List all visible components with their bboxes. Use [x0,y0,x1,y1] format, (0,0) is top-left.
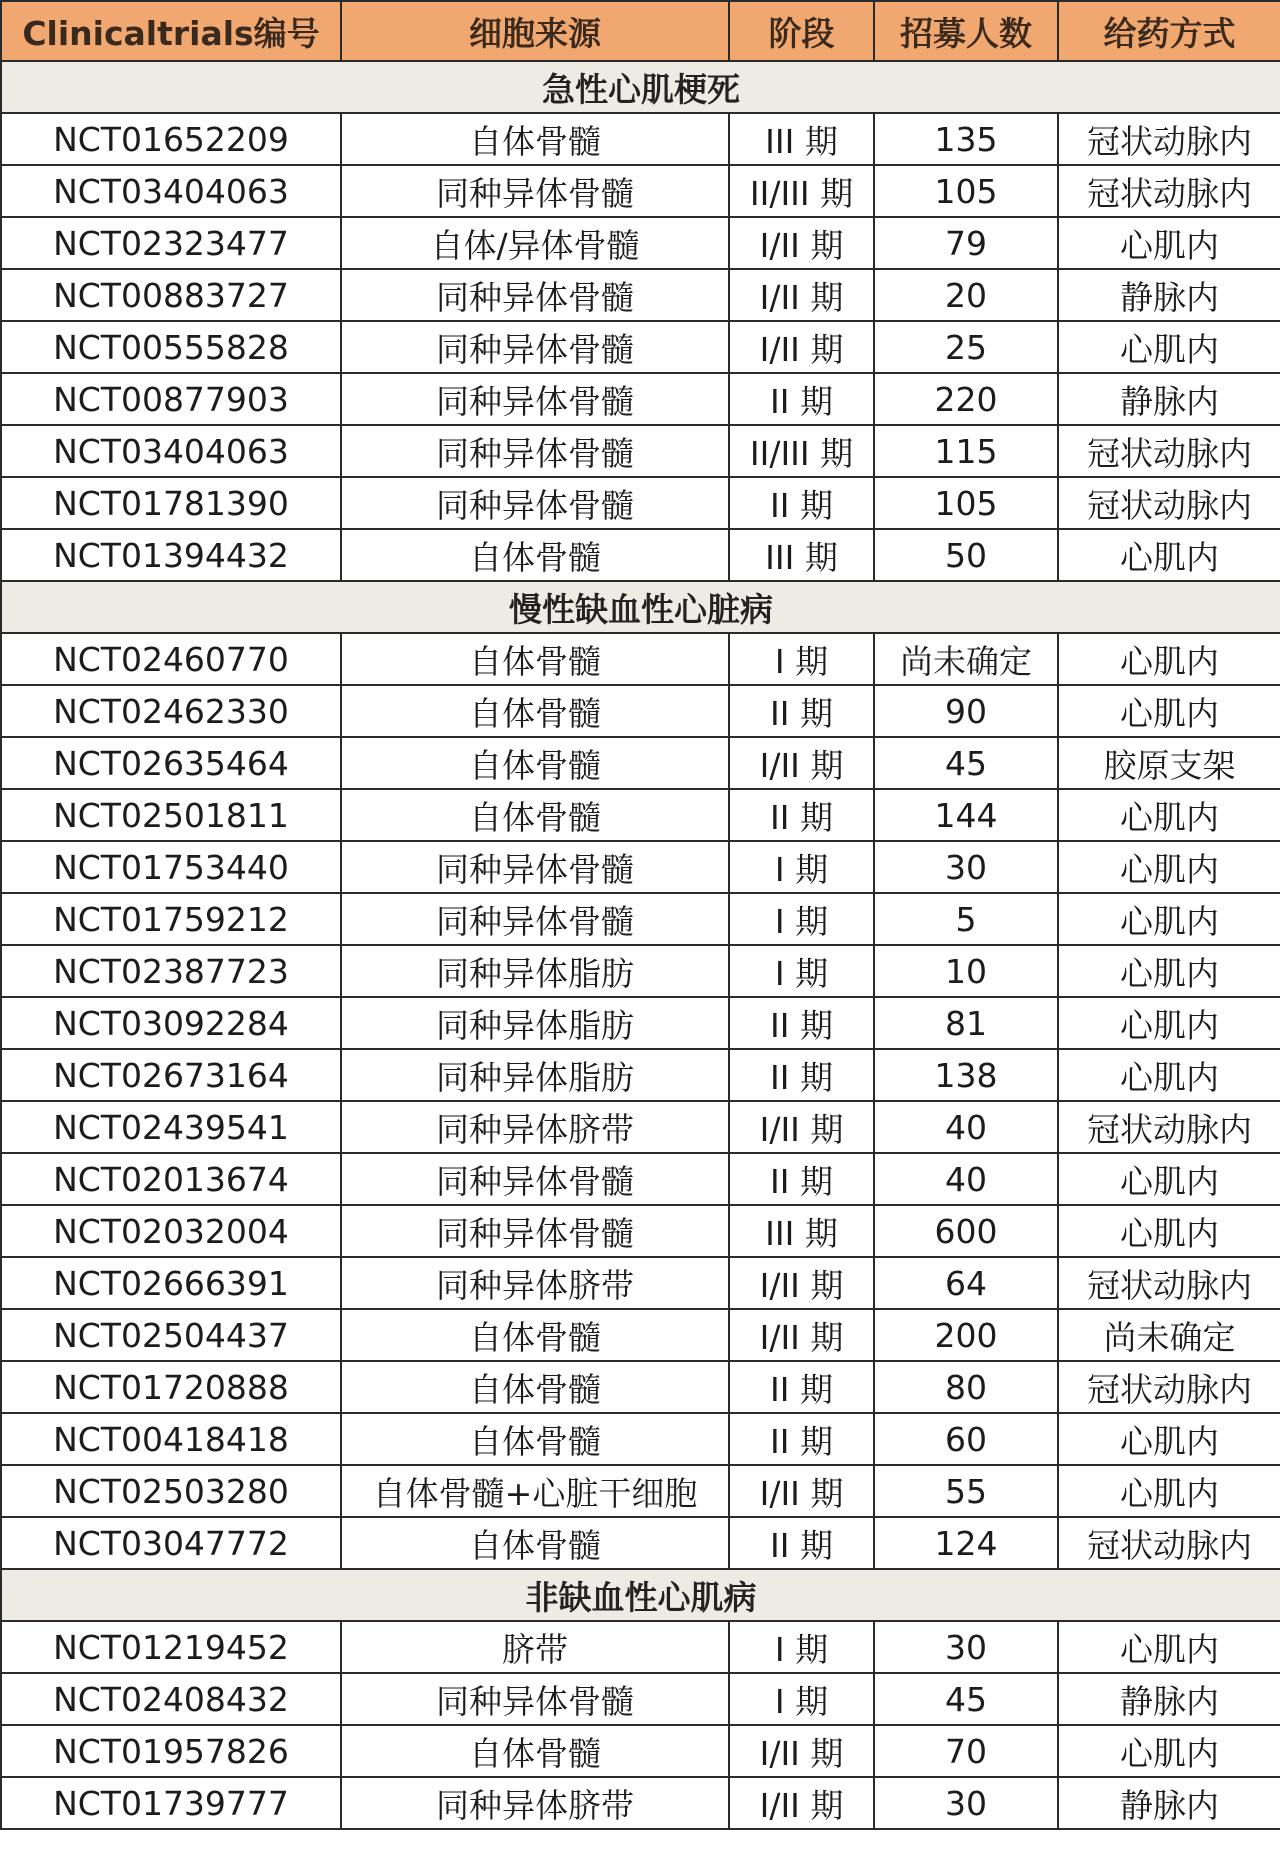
enrollment-cell: 138 [874,1049,1058,1101]
table-row [1,477,1280,529]
cell-source-cell: 自体骨髓 [341,1309,729,1361]
cell-source-cell: 同种异体脂肪 [341,997,729,1049]
section-header-row [1,1569,1280,1621]
phase-cell: I 期 [729,1673,874,1725]
section-header-row [1,61,1280,113]
route-cell: 静脉内 [1058,1673,1280,1725]
header-enrollment: 招募人数 [874,1,1058,61]
enrollment-cell: 220 [874,373,1058,425]
route-cell: 心肌内 [1058,1153,1280,1205]
route-cell: 冠状动脉内 [1058,1361,1280,1413]
header-trial-id: Clinicaltrials编号 [1,1,341,61]
cell-source-cell: 同种异体骨髓 [341,1153,729,1205]
trial-id-cell: NCT02387723 [1,945,341,997]
route-cell: 心肌内 [1058,789,1280,841]
enrollment-cell: 20 [874,269,1058,321]
table-row [1,1101,1280,1153]
cell-source-cell: 自体骨髓 [341,1725,729,1777]
cell-source-cell: 同种异体脂肪 [341,945,729,997]
trial-id-cell: NCT00877903 [1,373,341,425]
phase-cell: II 期 [729,1517,874,1569]
table-row [1,893,1280,945]
route-cell: 冠状动脉内 [1058,1257,1280,1309]
trial-id-cell: NCT03404063 [1,165,341,217]
route-cell: 心肌内 [1058,1205,1280,1257]
cell-source-cell: 同种异体骨髓 [341,425,729,477]
cell-source-cell: 同种异体骨髓 [341,1673,729,1725]
route-cell: 心肌内 [1058,1725,1280,1777]
route-cell: 心肌内 [1058,529,1280,581]
route-cell: 心肌内 [1058,1621,1280,1673]
phase-cell: III 期 [729,1205,874,1257]
cell-source-cell: 同种异体脂肪 [341,1049,729,1101]
phase-cell: II 期 [729,997,874,1049]
trial-id-cell: NCT03047772 [1,1517,341,1569]
enrollment-cell: 124 [874,1517,1058,1569]
phase-cell: II 期 [729,1361,874,1413]
route-cell: 冠状动脉内 [1058,113,1280,165]
trial-id-cell: NCT02408432 [1,1673,341,1725]
trial-id-cell: NCT03404063 [1,425,341,477]
header-cell-source: 细胞来源 [341,1,729,61]
table-row [1,529,1280,581]
phase-cell: I/II 期 [729,269,874,321]
trial-id-cell: NCT02462330 [1,685,341,737]
route-cell: 尚未确定 [1058,1309,1280,1361]
route-cell: 心肌内 [1058,997,1280,1049]
enrollment-cell: 90 [874,685,1058,737]
trial-id-cell: NCT02635464 [1,737,341,789]
trial-id-cell: NCT01219452 [1,1621,341,1673]
table-row [1,1049,1280,1101]
trial-id-cell: NCT02673164 [1,1049,341,1101]
phase-cell: I 期 [729,893,874,945]
cell-source-cell: 自体骨髓 [341,685,729,737]
table-row [1,945,1280,997]
phase-cell: I/II 期 [729,217,874,269]
table-row [1,1673,1280,1725]
enrollment-cell: 30 [874,841,1058,893]
table-row [1,1465,1280,1517]
route-cell: 心肌内 [1058,633,1280,685]
section-title: 慢性缺血性心脏病 [1,581,1280,633]
phase-cell: III 期 [729,113,874,165]
route-cell: 静脉内 [1058,373,1280,425]
table-row [1,737,1280,789]
enrollment-cell: 105 [874,165,1058,217]
cell-source-cell: 自体骨髓 [341,789,729,841]
trial-id-cell: NCT02323477 [1,217,341,269]
phase-cell: I/II 期 [729,737,874,789]
table-row [1,1257,1280,1309]
header-phase: 阶段 [729,1,874,61]
route-cell: 心肌内 [1058,945,1280,997]
cell-source-cell: 脐带 [341,1621,729,1673]
cell-source-cell: 自体骨髓 [341,113,729,165]
cell-source-cell: 自体骨髓+心脏干细胞 [341,1465,729,1517]
cell-source-cell: 同种异体骨髓 [341,893,729,945]
phase-cell: I/II 期 [729,321,874,373]
trial-id-cell: NCT00418418 [1,1413,341,1465]
enrollment-cell: 64 [874,1257,1058,1309]
phase-cell: I/II 期 [729,1101,874,1153]
trial-id-cell: NCT01739777 [1,1777,341,1829]
cell-source-cell: 自体骨髓 [341,529,729,581]
phase-cell: I 期 [729,1621,874,1673]
route-cell: 心肌内 [1058,685,1280,737]
phase-cell: III 期 [729,529,874,581]
phase-cell: II 期 [729,685,874,737]
trial-id-cell: NCT01652209 [1,113,341,165]
table-row [1,997,1280,1049]
enrollment-cell: 200 [874,1309,1058,1361]
table-row [1,1777,1280,1829]
phase-cell: II 期 [729,1413,874,1465]
route-cell: 心肌内 [1058,893,1280,945]
phase-cell: I/II 期 [729,1777,874,1829]
phase-cell: I/II 期 [729,1309,874,1361]
enrollment-cell: 45 [874,737,1058,789]
table-row [1,841,1280,893]
phase-cell: II 期 [729,789,874,841]
enrollment-cell: 45 [874,1673,1058,1725]
route-cell: 心肌内 [1058,321,1280,373]
trial-id-cell: NCT02013674 [1,1153,341,1205]
table-row [1,113,1280,165]
route-cell: 冠状动脉内 [1058,477,1280,529]
cell-source-cell: 同种异体骨髓 [341,269,729,321]
table-row [1,1153,1280,1205]
enrollment-cell: 115 [874,425,1058,477]
enrollment-cell: 70 [874,1725,1058,1777]
trial-id-cell: NCT01957826 [1,1725,341,1777]
table-header [1,1,1280,61]
route-cell: 静脉内 [1058,1777,1280,1829]
phase-cell: I/II 期 [729,1725,874,1777]
trial-id-cell: NCT02504437 [1,1309,341,1361]
enrollment-cell: 135 [874,113,1058,165]
enrollment-cell: 60 [874,1413,1058,1465]
enrollment-cell: 尚未确定 [874,633,1058,685]
table-row [1,217,1280,269]
route-cell: 心肌内 [1058,1465,1280,1517]
enrollment-cell: 105 [874,477,1058,529]
enrollment-cell: 80 [874,1361,1058,1413]
enrollment-cell: 30 [874,1777,1058,1829]
phase-cell: I/II 期 [729,1465,874,1517]
section-header-row [1,581,1280,633]
header-row [1,1,1280,61]
cell-source-cell: 同种异体骨髓 [341,373,729,425]
cell-source-cell: 同种异体脐带 [341,1101,729,1153]
table-row [1,1205,1280,1257]
phase-cell: I 期 [729,841,874,893]
table-row [1,321,1280,373]
table-row [1,165,1280,217]
cell-source-cell: 同种异体脐带 [341,1777,729,1829]
table-row [1,1517,1280,1569]
route-cell: 心肌内 [1058,217,1280,269]
enrollment-cell: 79 [874,217,1058,269]
phase-cell: II 期 [729,1153,874,1205]
phase-cell: II 期 [729,477,874,529]
table-row [1,1309,1280,1361]
enrollment-cell: 55 [874,1465,1058,1517]
enrollment-cell: 30 [874,1621,1058,1673]
trial-id-cell: NCT02460770 [1,633,341,685]
enrollment-cell: 25 [874,321,1058,373]
section-title: 非缺血性心肌病 [1,1569,1280,1621]
cell-source-cell: 自体骨髓 [341,633,729,685]
trial-id-cell: NCT02032004 [1,1205,341,1257]
trial-id-cell: NCT01720888 [1,1361,341,1413]
route-cell: 心肌内 [1058,841,1280,893]
trial-id-cell: NCT01759212 [1,893,341,945]
trial-id-cell: NCT03092284 [1,997,341,1049]
table-row [1,425,1280,477]
trial-id-cell: NCT00883727 [1,269,341,321]
enrollment-cell: 81 [874,997,1058,1049]
phase-cell: II/III 期 [729,165,874,217]
enrollment-cell: 50 [874,529,1058,581]
cell-source-cell: 同种异体骨髓 [341,477,729,529]
phase-cell: II 期 [729,1049,874,1101]
table-row [1,1725,1280,1777]
enrollment-cell: 40 [874,1101,1058,1153]
trial-id-cell: NCT02503280 [1,1465,341,1517]
cell-source-cell: 同种异体骨髓 [341,841,729,893]
cell-source-cell: 同种异体脐带 [341,1257,729,1309]
trial-id-cell: NCT01781390 [1,477,341,529]
phase-cell: II 期 [729,373,874,425]
cell-source-cell: 同种异体骨髓 [341,165,729,217]
route-cell: 静脉内 [1058,269,1280,321]
enrollment-cell: 5 [874,893,1058,945]
enrollment-cell: 144 [874,789,1058,841]
table-row [1,789,1280,841]
phase-cell: II/III 期 [729,425,874,477]
route-cell: 心肌内 [1058,1049,1280,1101]
trial-id-cell: NCT01753440 [1,841,341,893]
enrollment-cell: 40 [874,1153,1058,1205]
enrollment-cell: 10 [874,945,1058,997]
enrollment-cell: 600 [874,1205,1058,1257]
trial-id-cell: NCT02439541 [1,1101,341,1153]
cell-source-cell: 自体骨髓 [341,1517,729,1569]
route-cell: 心肌内 [1058,1413,1280,1465]
table-row [1,1621,1280,1673]
cell-source-cell: 自体/异体骨髓 [341,217,729,269]
phase-cell: I 期 [729,633,874,685]
section-title: 急性心肌梗死 [1,61,1280,113]
table-row [1,373,1280,425]
table-row [1,1361,1280,1413]
route-cell: 冠状动脉内 [1058,165,1280,217]
phase-cell: I 期 [729,945,874,997]
route-cell: 冠状动脉内 [1058,1101,1280,1153]
header-route: 给药方式 [1058,1,1280,61]
trial-id-cell: NCT02501811 [1,789,341,841]
table-row [1,1413,1280,1465]
table-body [1,61,1280,1829]
cell-source-cell: 自体骨髓 [341,1413,729,1465]
phase-cell: I/II 期 [729,1257,874,1309]
table-row [1,633,1280,685]
table-row [1,685,1280,737]
cell-source-cell: 自体骨髓 [341,1361,729,1413]
route-cell: 冠状动脉内 [1058,1517,1280,1569]
cell-source-cell: 同种异体骨髓 [341,321,729,373]
cell-source-cell: 自体骨髓 [341,737,729,789]
route-cell: 冠状动脉内 [1058,425,1280,477]
trial-id-cell: NCT01394432 [1,529,341,581]
trial-id-cell: NCT00555828 [1,321,341,373]
table-row [1,269,1280,321]
route-cell: 胶原支架 [1058,737,1280,789]
cell-source-cell: 同种异体骨髓 [341,1205,729,1257]
trial-id-cell: NCT02666391 [1,1257,341,1309]
